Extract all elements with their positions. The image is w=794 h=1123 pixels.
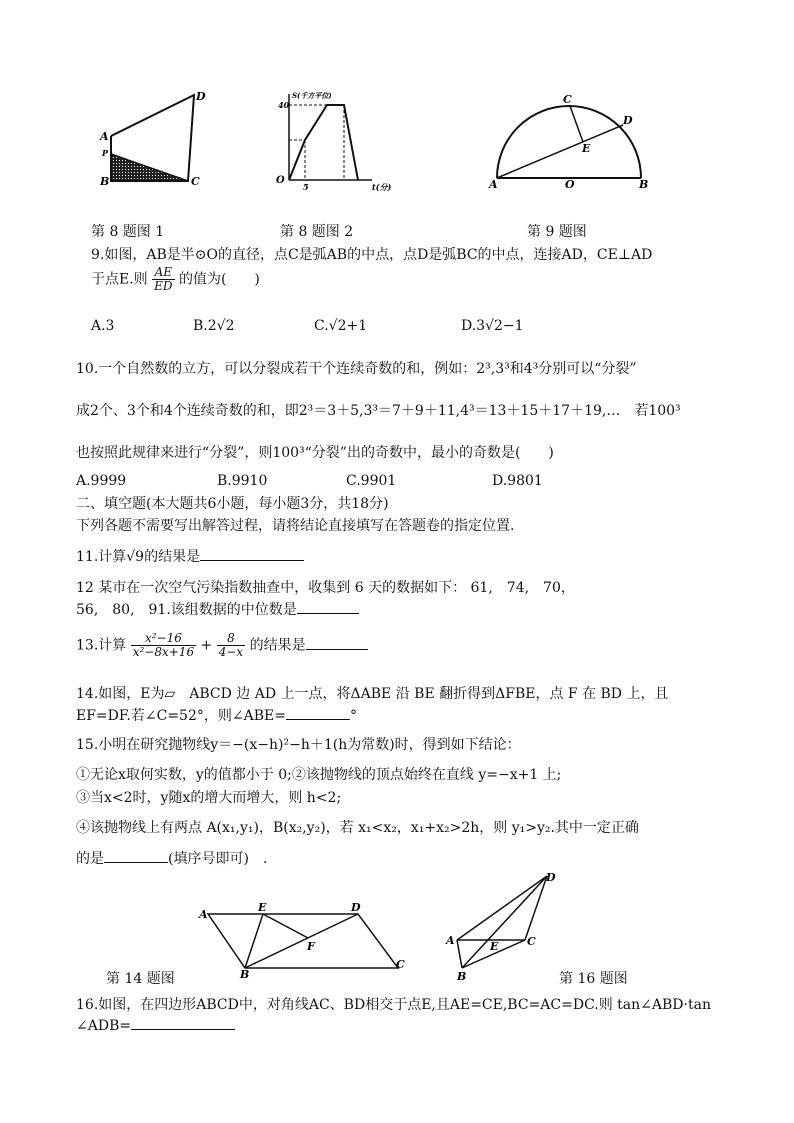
q10-line3: 也按照此规律来进行“分裂”，则100³“分裂”出的奇数中，最小的奇数是( ) (76, 445, 554, 461)
x-tick-5: 5 (303, 182, 309, 192)
label-a: A (199, 908, 208, 921)
section2-instruction: 下列各题不需要写出解答过程，请将结论直接填写在答题卷的指定位置. (76, 518, 515, 534)
q11-answer-blank[interactable] (200, 546, 304, 561)
section2-heading: 二、填空题(本大题共6小题，每小题3分，共18分) (76, 496, 389, 512)
q12-line1: 12 某市在一次空气污染指数抽查中，收集到 6 天的数据如下： 61, 74, 70， (76, 580, 575, 596)
q10-line2: 成2个、3个和4个连续奇数的和，即2³＝3＋5,3³＝7＋9＋11,4³＝13＋15＋17＋19,… 若100³ (76, 403, 681, 419)
label-a: A (100, 130, 109, 143)
label-d: D (351, 901, 361, 914)
q16-line2-text: ∠ADB= (76, 1018, 132, 1034)
q13 (76, 632, 368, 659)
q15-line5-post: (填序号即可) . (168, 851, 268, 867)
q15-line4: ④该抛物线上有两点 A(x₁,y₁)，B(x₂,y₂)，若 x₁<x₂，x₁+x₂>2h，则 y₁>y₂.其中一定正确 (76, 820, 639, 836)
q9-option-d: D.3√2−1 (461, 318, 524, 334)
q13-plus: + (200, 637, 213, 654)
q15-answer-blank[interactable] (104, 848, 168, 863)
label-p: P (102, 148, 109, 158)
q9-option-c: C.√2+1 (314, 318, 368, 334)
q15-line2: ①无论x取何实数，y的值都小于 0;②该抛物线的顶点始终在直线 y=−x+1 上; (76, 767, 562, 783)
label-c: C (563, 93, 572, 106)
q14-answer-blank[interactable] (286, 705, 350, 720)
label-b: B (639, 178, 649, 191)
q16-line2 (76, 1015, 235, 1034)
q15-line1: 15.小明在研究抛物线y＝−(x−h)²−h＋1(h为常数)时，得到如下结论： (76, 737, 521, 753)
label-b: B (457, 970, 467, 983)
figure-8-1 (98, 88, 218, 193)
q14-degree: ° (349, 708, 357, 724)
q15-line5 (76, 848, 267, 868)
q9-line2 (91, 266, 260, 293)
caption-fig14: 第 14 题图 (106, 971, 175, 987)
q11-text: 11.计算√9的结果是 (76, 549, 201, 565)
q16-answer-blank[interactable] (131, 1015, 235, 1030)
q15-line5-pre: 的是 (76, 851, 104, 867)
label-e: E (258, 901, 267, 914)
label-c: C (527, 935, 536, 948)
caption-fig16: 第 16 题图 (559, 971, 628, 987)
q13-f2-num: 8 (217, 632, 245, 646)
q15-line3: ③当x<2时，y随x的增大而增大，则 h<2; (76, 790, 342, 806)
y-tick-40: 40 (278, 100, 290, 110)
q10-option-c: C.9901 (346, 473, 397, 489)
label-e: E (582, 142, 591, 155)
q13-answer-blank[interactable] (306, 635, 368, 650)
x-axis-label: t(分) (372, 182, 392, 192)
label-c: C (396, 958, 405, 971)
q9-frac-num: AE (152, 266, 174, 280)
figure-9 (487, 92, 657, 192)
label-c: C (191, 175, 200, 188)
caption-fig9: 第 9 题图 (527, 224, 587, 240)
q9-frac-den: ED (154, 279, 173, 293)
q9-line2-pre: 于点E.则 (91, 271, 148, 288)
q12-answer-blank[interactable] (297, 599, 359, 614)
label-a: A (446, 934, 455, 947)
q9-fraction (152, 266, 174, 293)
q9-option-b: B.2√2 (193, 318, 235, 334)
figure-14 (198, 898, 413, 981)
label-d: D (196, 90, 206, 103)
q14-line2 (76, 705, 357, 725)
q10-line1: 10.一个自然数的立方，可以分裂成若干个连续奇数的和，例如：2³,3³和4³分别可以“分裂” (76, 361, 637, 377)
q14-line1: 14.如图，E为▱ ABCD 边 AD 上一点，将ΔABE 沿 BE 翻折得到ΔFBE，点 F 在 BD 上，且 (76, 686, 669, 702)
label-o: O (565, 178, 575, 191)
label-a: A (489, 178, 498, 191)
q13-f1-num: x²−16 (131, 632, 196, 646)
q14-line2-text: EF=DF.若∠C=52°，则∠ABE= (76, 708, 286, 724)
q12-line2-text: 56, 80, 91.该组数据的中位数是 (76, 602, 297, 618)
figure-8-2 (272, 88, 397, 193)
caption-fig8-2: 第 8 题图 2 (280, 224, 354, 240)
q9-line1: 9.如图，AB是半⊙O的直径，点C是弧AB的中点，点D是弧BC的中点，连接AD，CE⊥AD (91, 247, 653, 263)
q13-fraction-2 (217, 632, 245, 659)
q12-line2 (76, 599, 359, 619)
graph-line (289, 105, 358, 180)
label-b: B (100, 175, 110, 188)
q13-fraction-1 (131, 632, 196, 659)
q9-line2-post: 的值为( ) (178, 271, 260, 288)
q10-option-b: B.9910 (217, 473, 268, 489)
label-f: F (307, 940, 315, 953)
figure-16 (445, 870, 560, 982)
y-axis-label: S(千方平位) (292, 91, 332, 100)
label-b: B (240, 968, 250, 981)
origin-label: O (276, 175, 285, 186)
semicircle (497, 106, 641, 178)
q13-f1-den: x²−8x+16 (132, 645, 195, 659)
label-d: D (546, 871, 556, 884)
q13-pre: 13.计算 (76, 637, 127, 654)
label-e: E (490, 940, 499, 953)
q10-option-a: A.9999 (76, 473, 127, 489)
label-d: D (623, 114, 633, 127)
q10-option-d: D.9801 (492, 473, 543, 489)
q16-line1: 16.如图，在四边形ABCD中，对角线AC、BD相交于点E,且AE=CE,BC=AC=DC.则 tan∠ABD·tan (76, 997, 711, 1013)
q11 (76, 546, 304, 566)
q13-post: 的结果是 (249, 637, 306, 654)
caption-fig8-1: 第 8 题图 1 (91, 224, 165, 240)
q9-option-a: A.3 (91, 318, 115, 334)
q13-f2-den: 4−x (218, 645, 244, 659)
